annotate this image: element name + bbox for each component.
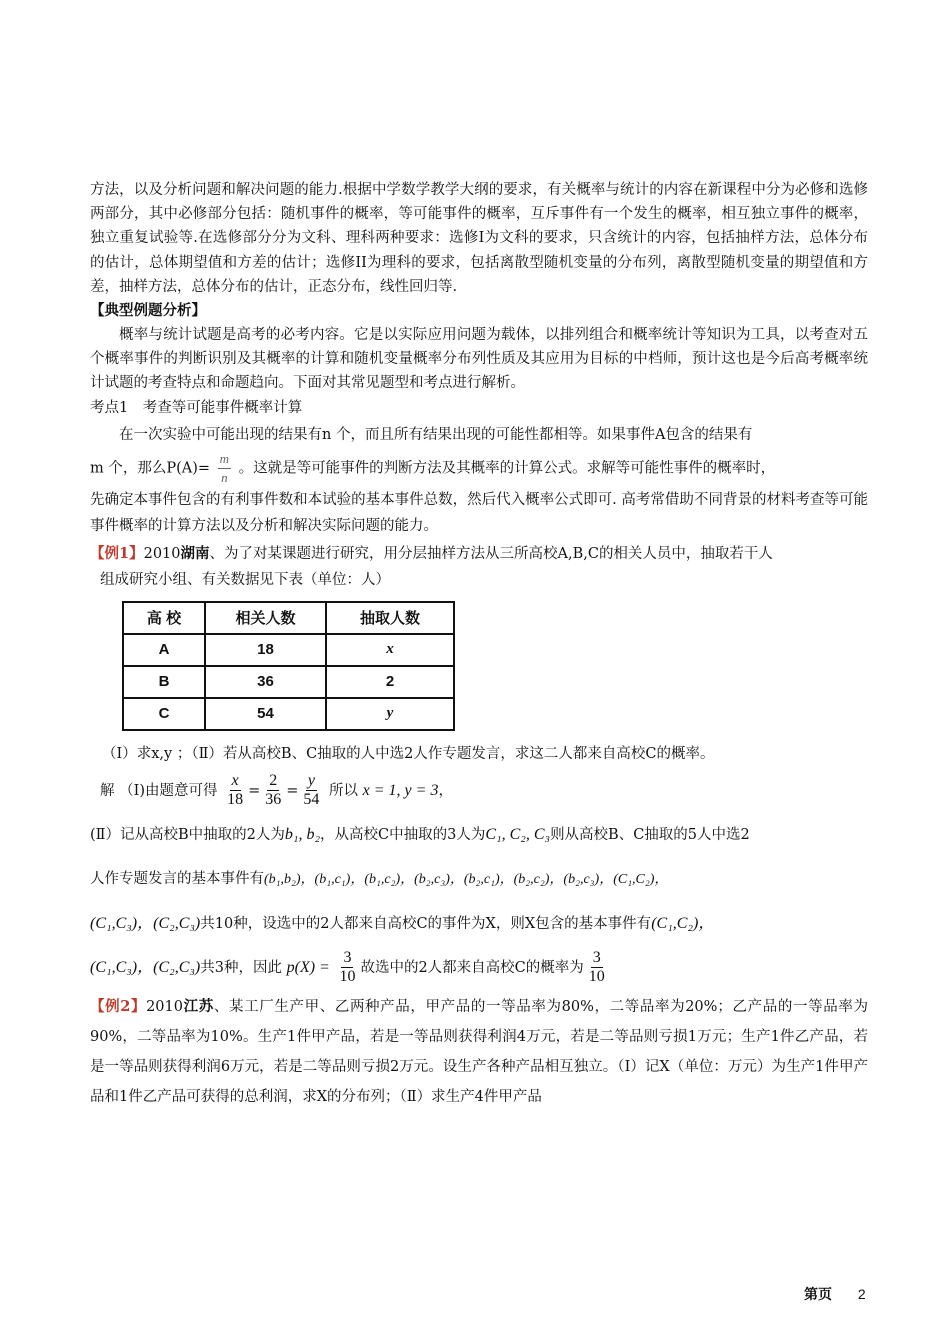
example1-label: 【例1】: [90, 544, 144, 562]
section-heading: 【典型例题分析】: [90, 302, 206, 320]
intro-paragraph: 方法，以及分析问题和解决问题的能力.根据中学数学教学大纲的要求，有关概率与统计的内容在新课程中分为必修和选修两部分，其中必修部分包括：随机事件的概率，等可能事件的概率，互斥事件有一个发生的概率，相互独立事件的概率，独立重复试验等.在选修部分分为文科、理科两种要求：选修Ⅰ为文科的要求，只含统计的内容，包括抽样方法，总体分布的估计，总体期望值和方差的估计；选修II为理科的要求，包括离散型随机变量的分布列，离散型随机变量的期望值和方差，抽样方法，总体分布的估计，正态分布，线性回归等.: [90, 182, 868, 295]
solution-part2-line4: (C₁,C₃)，(C₂,C₃)共3种，因此 p(X) = $\frac{3}{10}$ 故选中的2人都来自高校C的概率为 $\frac{3}{10}$: [90, 949, 605, 986]
example1-data-table: [122, 601, 455, 731]
table-cell: 54: [205, 698, 326, 730]
example1-source: 湖南: [180, 544, 210, 562]
page-number: 2: [857, 1286, 866, 1302]
table-cell: y: [326, 698, 454, 730]
solution-part1: 解 （Ⅰ)由题意可得 $\frac{x}{18}$ = $\frac{2}{36}$ = $\frac{y}{54}$ 所以 x = 1, y = 3，: [100, 772, 453, 809]
kaodian1-line1: 在一次实验中可能出现的结果有n 个，而且所有结果出现的可能性都相等。如果事件A包含的结果有: [119, 426, 753, 443]
example2-text: 【例2】2010江苏、某工厂生产甲、乙两种产品，甲产品的一等品率为80%，二等品率为20%；乙产品的一等品率为90%，二等品率为10%。生产1件甲产品，若是一等品则获得利润4万元，若是二等品则亏损1万元；生产1件乙产品，若是一等品则获得利润6万元，若是二等品则亏损2万元。设生产各种产品相互独立。（Ⅰ）记X（单位：万元）为生产1件甲产品和1件乙产品可获得的总利润，求X的分布列；（Ⅱ）求生产4件甲产品: [90, 997, 869, 1105]
solution-part2-line2: 人作专题发言的基本事件有(b₁,b₂)，(b₁,c₁)，(b₁,c₂)，(b₂,c₃)，(b₂,c₁)，(b₂,c₂)，(b₂,c₃)，(C₁,C₂)，: [90, 870, 669, 887]
example1-year: 2010: [143, 545, 181, 562]
table-cell: A: [123, 634, 205, 666]
table-row: [123, 666, 454, 698]
footer-label: 第页: [804, 1286, 832, 1302]
example2-label: 【例2】: [90, 997, 147, 1015]
table-header: 相关人数: [205, 602, 326, 634]
table-cell: 2: [326, 666, 454, 698]
kaodian1-title: 考点1 考查等可能事件概率计算: [90, 399, 303, 416]
table-cell: 36: [205, 666, 326, 698]
kaodian1-line3: 先确定本事件包含的有利事件数和本试验的基本事件总数，然后代入概率公式即可. 高考常借助不同背景的材料考查等可能事件概率的计算方法以及分析和解决实际问题的能力。: [90, 491, 868, 534]
solution-part2-line3: (C₁,C₃)，(C₂,C₃)共10种，设选中的2人都来自高校C的事件为X，则X包含的基本事件有(C₁,C₂)，: [90, 914, 715, 932]
table-cell: B: [123, 666, 205, 698]
section-paragraph: 概率与统计试题是高考的必考内容。它是以实际应用问题为载体，以排列组合和概率统计等知识为工具，以考查对五个概率事件的判断识别及其概率的计算和随机变量概率分布列性质及其应用为目标的中档师，预计这也是今后高考概率统计试题的考查特点和命题趋向。下面对其常见题型和考点进行解析。: [90, 327, 868, 392]
table-header: 高 校: [123, 602, 205, 634]
page-footer: [804, 1284, 866, 1304]
table-cell: C: [123, 698, 205, 730]
table-row: [123, 698, 454, 730]
example2-source: 江苏: [182, 997, 214, 1015]
example1-question: （Ⅰ）求x,y ；（Ⅱ）若从高校B、C抽取的人中选2人作专题发言，求这二人都来自高校C的概率。: [102, 745, 715, 762]
table-header-row: [123, 602, 454, 634]
probability-formula: $\frac{m}{n}$: [219, 450, 230, 485]
table-header: 抽取人数: [326, 602, 454, 634]
document-page: [90, 178, 868, 1112]
solution-part2-line1: (Ⅱ）记从高校B中抽取的2人为b₁, b₂，从高校C中抽取的3人为C₁, C₂, C₃则从高校B、C抽取的5人中选2: [90, 825, 750, 843]
table-cell: x: [326, 634, 454, 666]
kaodian1-line2: m 个，那么P(A)= $\frac{m}{n}$ 。这就是等可能事件的判断方法及其概率的计算公式。求解等可能性事件的概率时，: [90, 450, 776, 485]
example1-intro: 【例1】2010湖南、为了对某课题进行研究，用分层抽样方法从三所高校A,B,C的相关人员中，抽取若干人 组成研究小组、有关数据见下表（单位：人）: [90, 544, 773, 588]
example2-year: 2010: [146, 998, 183, 1015]
table-cell: 18: [205, 634, 326, 666]
table-row: [123, 634, 454, 666]
